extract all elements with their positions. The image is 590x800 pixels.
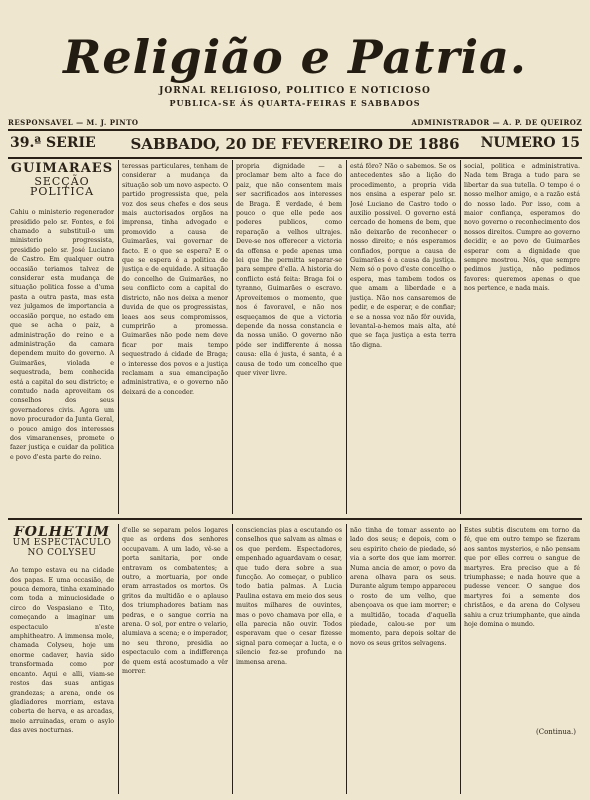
article-text: está fôro? Não o sabemos. Se os antecedentes são a lição do procedimento, a propria vida nos ensina a esperar pelo sr. José Luciano de Castro todo o auxilio possivel. O governo está cercado de homens de bem, que não deixarão de reconhecer o nosso direito; e nós esperamos confiados, porque a causa de Guimarães é a causa da justiça. Nem só o povo d'este concelho o espera, mas tambem todos os que amam a liberdade e a justiça. Não nos cansaremos de pedir, e de esperar, e de confiar; e se a nossa voz não fôr ouvida, levantal-a-hemos mais alta, até que se faça justiça a esta terra tão digna.: [350, 163, 456, 349]
continued-note: (Continua.): [535, 728, 576, 736]
article-text: não tinha de tomar assento ao lado dos seus; e depois, com o seu espirito cheio de piedade, só via a sorte dos que iam morrer. Numa ancia de amor, o povo da arena olhava para os seus. Durante algum tempo appareceu o rosto de um velho, que abençoava os que iam morrer; e a multidão, tocada d'aquella piedade, calou-se por um momento, para depois soltar de novo os seus gritos selvagens.: [350, 527, 456, 647]
administrator: ADMINISTRADOR — A. P. DE QUEIROZ: [411, 118, 582, 127]
article-text: Ao tempo estava eu na cidade dos papas. E uma occasião, de pouca demora, tinha examinado com toda a minuciosidade o circo do Vespasiano e Tito, começando a imaginar um espectaculo n'este amphitheatro. A immensa mole, chamada Colyseu, hoje um enorme cadaver, havia sido transformada como por encanto. Aqui e alli, viam-se restos das suas antigas grandezas; a arena, onde os gladiadores morriam, estava coberta de herva, e as arcadas, meio arruinadas, eram o asylo das aves nocturnas.: [10, 567, 114, 735]
newspaper-subtitle: JORNAL RELIGIOSO, POLITICO E NOTICIOSO: [159, 86, 431, 96]
issue-date: SABBADO, 20 DE FEVEREIRO DE 1886: [130, 135, 460, 153]
responsible-editor: RESPONSAVEL — M. J. PINTO: [8, 118, 139, 127]
column-rule: [232, 524, 233, 794]
article-text: Cahiu o ministerio regenerador presidido pelo sr. Fontes, e foi chamado a substituil-o um ministerio progressista, presidido pelo sr. José Luciano de Castro. Em qualquer outra occasião teriamos talvez de considerar esta mudança de situação politica fosse a d'uma pasta a outra pasta, mas esta vez julgamos de importancia a occasião porque, no estado em que se acha o paiz, a administração do reino e a administração da camara dependem muito do governo. A Guimarães, violada e sequestrada, bem conhecida está a capital do seu districto; e comtudo nada aproveitam os conselhos dos seus governadores civis. Agora um novo procurador da Junta Geral, o pouco amigo dos interesses dos vimaranenses, promete o fazer justiça e cuidar da politica e povo d'esta parte do reino.: [10, 209, 114, 461]
column-rule: [232, 160, 233, 514]
article-text: social, politica e administrativa. Nada tem Braga a tudo para se libertar da sua tutella. O tempo é o nosso melhor amigo, e a razão está do nosso lado. Por isso, com a maior confiança, esperamos do novo governo o reconhecimento dos nossos direitos. Cumpre ao governo decidir, e ao povo de Guimarães esperar com a dignidade que sempre mostrou. Nós, que sempre pedimos justiça, não pedimos favores: queremos apenas o que nos pertence, e nada mais.: [464, 163, 580, 293]
article-text: consciencias pias a escutando os conselhos que salvam as almas e os que perdem. Espectadores, empenhado aguardavam o cesar, que tudo dera sobre a sua funcção. Ao começar, o publico todo batia palmas. A Lucia Paulina estava em meio dos seus muitos milhares de ouvintes, mas o povo chamava por ella, e ella parecia não ouvir. Todos esperavam que o cesar fizesse signal para começar a lucta, e o silencio fez-se profundo na immensa arena.: [236, 527, 342, 666]
credits-line: [8, 118, 582, 127]
article-text: teressas particulares, tenham de considerar a mudança da situação sob um novo aspecto. O partido progressista que, pela voz dos seus chefes e dos seus mais auctorisados orgãos na imprensa, tinha advogado e promovido a causa de Guimarães, vai governar de facto. E o que se espera? E o que se espera é a politica de justiça e de equidade. A situação do concelho de Guimarães, no seu conflicto com a capital do districto, não nos deixa a menor duvida de que os progressistas, leaes aos seus compromissos, cumprirão a promessa. Guimarães não pode nem deve ficar por mais tempo sequestrado á cidade de Braga; o interesse dos povos e a justiça reclamam a sua emancipação administrativa, e o governo não deixará de a conceder.: [122, 163, 228, 396]
folhetim-column-3: [236, 526, 342, 794]
column-rule: [460, 160, 461, 514]
article-text: propria dignidade — a proclamar bem alto a face do paiz, que não consentem mais ser sacrificados aos interesses de Braga. É verdade, é bem pouco o que elle pede aos poderes publicos, como reparação a velhos ultrajes. Deve-se nos offerecer a victoria da offensa e pede apenas uma lei que lhe permitta separar-se para sempre d'ella. A historia do conflicto está feita: Braga foi o tyranno, Guimarães o escravo. Aproveitemos o momento, que nos é favoravel, e não nos esqueçamos de que a victoria depende da nossa constancia e da nossa união. O governo não póde ser indifferente á nossa causa: ella é justa, é santa, é a causa de todo um concelho que quer viver livre.: [236, 163, 342, 377]
column-rule: [118, 524, 119, 794]
newspaper-title: Religião e Patria.: [63, 30, 527, 84]
folhetim-column-1: [10, 526, 114, 794]
article-text: Estes subtis discutem em torno da fé, que em outro tempo se fizeram aos santos mysterios, e não pensam que por elles correu o sangue de martyres. Era preciso que a fé triumphasse; e nada houve que a pudesse vencer. O sangue dos martyres foi a semente dos christãos, e da arena do Colyseu sahiu a cruz triumphante, que ainda hoje domina o mundo.: [464, 527, 580, 629]
folhetim-column-5: [464, 526, 580, 726]
folhetim-label: FOLHETIM: [13, 526, 111, 540]
column-rule: [346, 160, 347, 514]
issue-number: NUMERO 15: [480, 135, 580, 151]
issue-series: 39.ª SERIE: [10, 135, 96, 151]
column-rule: [460, 524, 461, 794]
folhetim-column-2: [122, 526, 228, 794]
article-text: d'elle se separam pelos logares que as ordens dos senhores occupavam. A um lado, vê-se a porta sanitaria, por onde entravam os combatentes; a outro, a mortuaria, por onde eram arrastados os mortos. Os gritos da multidão e o aplauso dos triumphadores batiam nas pedras, e o sangue corria na arena. O sol, por entre o velario, alumiava a scena; e o imperador, no seu throno, presidia ao espectaculo com a indifferença de quem está acostumado a vêr morrer.: [122, 527, 228, 676]
publication-days: PUBLICA-SE ÁS QUARTA-FEIRAS E SABBADOS: [169, 98, 421, 108]
folhetim-title: UM ESPECTACULO NO COLYSEU: [12, 538, 112, 558]
politics-column-4: [350, 162, 456, 512]
politics-column-5: [464, 162, 580, 512]
issue-bar: [8, 129, 582, 159]
folhetim-column-4: [350, 526, 456, 794]
politics-column-2: [122, 162, 228, 512]
column-rule: [118, 160, 119, 514]
section-heading: GUIMARÃES: [10, 162, 114, 176]
column-rule: [346, 524, 347, 794]
politics-column-3: [236, 162, 342, 512]
masthead: [0, 30, 590, 108]
section-divider: [8, 518, 582, 520]
section-subheading: SECÇÃO POLITICA: [29, 175, 95, 198]
politics-column-1: [10, 162, 114, 512]
